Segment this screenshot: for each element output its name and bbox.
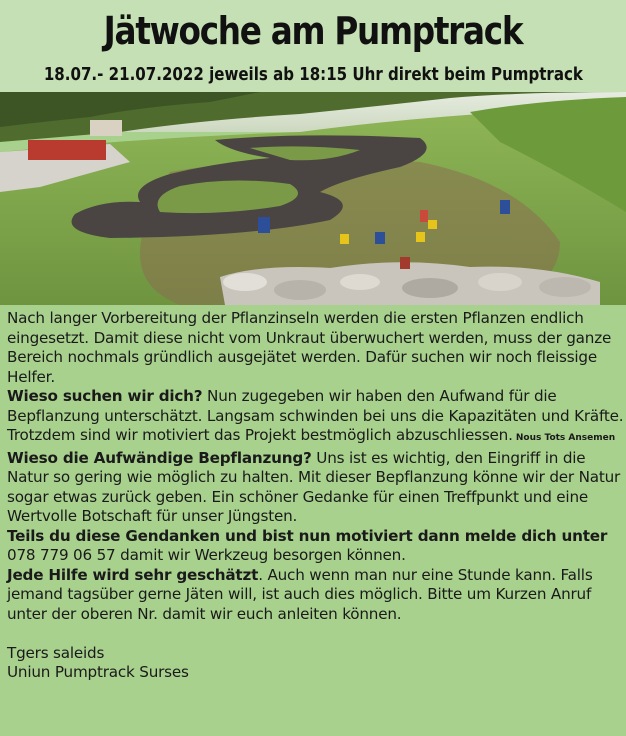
why-you-paragraph <box>7 387 625 449</box>
intro-paragraph: Nach langer Vorbereitung der Pflanzinseln werden die ersten Pflanzen endlich eingesetzt. Damit diese nicht vom Unkraut überwuchert werden, muss der ganze Bereich nochmals gründlich ausgejätet werden. Dafür suchen wir noch fleissige Helfer. <box>7 309 612 386</box>
call-to-action: Teils du diese Gendanken und bist nun motiviert dann melde dich unter <box>7 526 608 545</box>
why-planting-paragraph <box>7 449 625 527</box>
why-you-text: Nun zugegeben wir haben den Aufwand für die Bepflanzung unterschätzt. Langsam schwinden bei uns die Kapazitäten und Kräfte. Trotzdem sind wir motiviert das Projekt bestmöglich abzuschliessen. <box>7 387 624 444</box>
greeting: Tgers saleids <box>7 643 105 662</box>
header-banner <box>0 0 626 92</box>
photo-trailer <box>28 140 106 160</box>
article-body <box>7 309 625 683</box>
signature: Uniun Pumptrack Surses <box>7 663 189 681</box>
motto-text: Nous Tots Ansemen <box>512 433 616 443</box>
page-title: Jätwoche am Pumptrack <box>103 9 523 53</box>
event-date-subtitle: 18.07.- 21.07.2022 jeweils ab 18:15 Uhr direkt beim Pumptrack <box>43 65 583 85</box>
spacer <box>7 624 625 644</box>
pumptrack-photo <box>0 92 626 305</box>
why-planting-text: Uns ist es wichtig, den Eingriff in die Natur so gering wie möglich zu halten. Mit dieser Bepflanzung könne wir der Natur sogar etwas zurück geben. Ein schöner Gedanke für einen Treffpunkt und eine Wertvolle Botschaft für unser Jüngsten. <box>7 448 621 525</box>
why-planting-heading: Wieso die Aufwändige Bepflanzung? <box>7 448 312 467</box>
phone-line: 078 779 06 57 damit wir Werkzeug besorgen können. <box>7 546 406 564</box>
help-paragraph <box>7 566 625 625</box>
why-you-heading: Wieso suchen wir dich? <box>7 387 203 405</box>
help-text: . Auch wenn man nur eine Stunde kann. Falls jemand tagsüber gerne Jäten will, ist auch dies möglich. Bitte um Kurzen Anruf unter der oberen Nr. damit wir euch anleiten können. <box>7 565 593 623</box>
help-heading: Jede Hilfe wird sehr geschätzt <box>7 565 259 584</box>
photo-cabin <box>90 120 122 136</box>
